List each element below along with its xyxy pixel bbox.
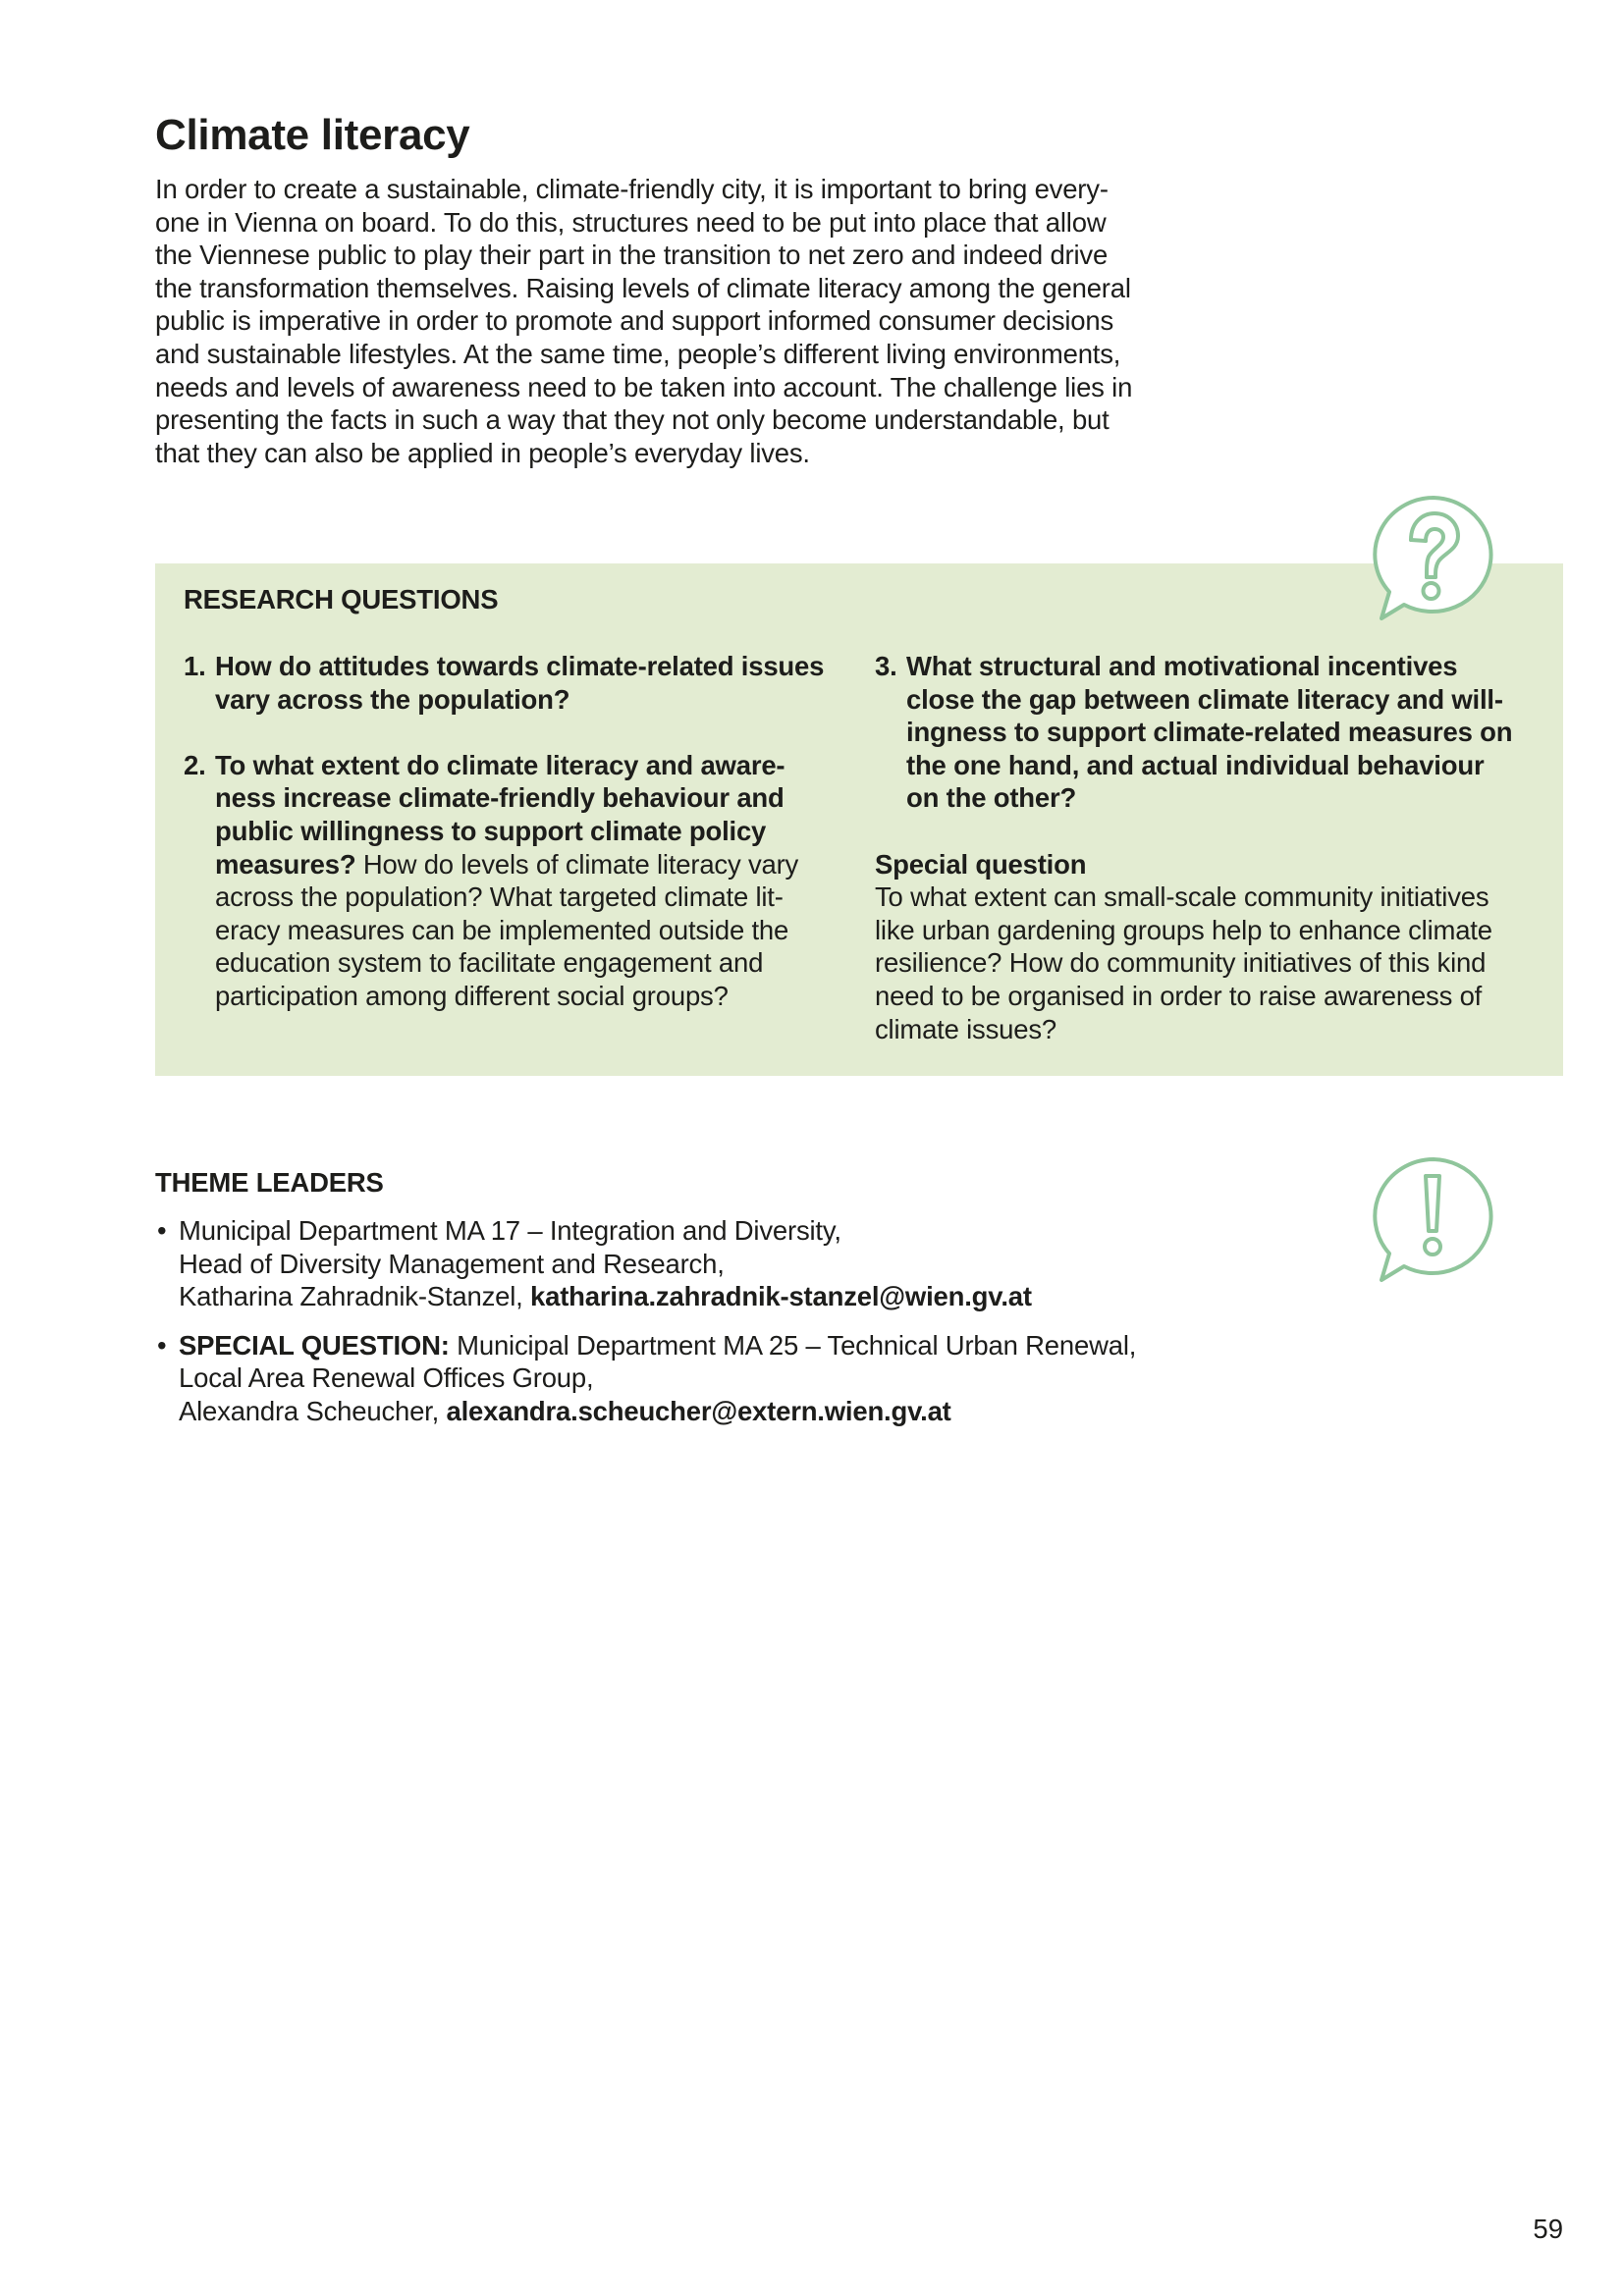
question-text: public willingness to support climate policy bbox=[215, 815, 767, 846]
question-text: the one hand, and actual individual behaviour bbox=[906, 749, 1485, 780]
leader-department-text: Municipal Department MA 25 – Technical Urban Renewal, bbox=[449, 1329, 1137, 1361]
intro-line: the transformation themselves. Raising levels of climate literacy among the general bbox=[155, 272, 1131, 303]
theme-leaders-list bbox=[155, 1214, 1294, 1444]
question-number: 2. bbox=[184, 749, 206, 780]
bullet: • bbox=[157, 1329, 167, 1361]
intro-line: and sustainable lifestyles. At the same time, people’s different living environments, bbox=[155, 338, 1121, 369]
question-detail: education system to facilitate engagement and bbox=[215, 947, 764, 979]
theme-leader-item bbox=[155, 1329, 1294, 1428]
leader-role: Local Area Renewal Offices Group, bbox=[179, 1362, 594, 1394]
leader-contact bbox=[179, 1280, 1294, 1313]
leader-role: Head of Diversity Management and Research, bbox=[179, 1248, 725, 1279]
intro-line: needs and levels of awareness need to be taken into account. The challenge lies in bbox=[155, 371, 1133, 402]
intro-line: the Viennese public to play their part in the transition to net zero and indeed drive bbox=[155, 240, 1109, 271]
research-questions-right-column bbox=[875, 650, 1543, 1045]
intro-line: one in Vienna on board. To do this, structures need to be put into place that allow bbox=[155, 206, 1107, 238]
bullet: • bbox=[157, 1215, 167, 1246]
special-question-line: need to be organised in order to raise awareness of bbox=[875, 980, 1483, 1011]
question-number: 1. bbox=[184, 651, 206, 681]
special-question-line: like urban gardening groups help to enhance climate bbox=[875, 914, 1492, 945]
leader-name: Katharina Zahradnik-Stanzel, bbox=[179, 1281, 531, 1312]
research-questions-left-column bbox=[184, 650, 851, 1045]
intro-line: that they can also be applied in people’s everyday lives. bbox=[155, 437, 810, 468]
leader-email-link[interactable]: alexandra.scheucher@extern.wien.gv.at bbox=[446, 1395, 951, 1426]
question-text: on the other? bbox=[906, 782, 1077, 814]
question-bubble-icon bbox=[1365, 493, 1502, 640]
question-text: How do attitudes towards climate-related issues bbox=[215, 651, 825, 681]
question-text: close the gap between climate literacy and will- bbox=[906, 683, 1503, 715]
question-text: vary across the population? bbox=[215, 683, 570, 715]
research-question-3 bbox=[875, 650, 1543, 815]
special-question-text bbox=[875, 881, 1543, 1045]
intro-line: presenting the facts in such a way that they not only become understandable, but bbox=[155, 404, 1110, 436]
leader-department: Municipal Department MA 17 – Integration and Diversity, bbox=[179, 1215, 841, 1246]
leader-contact bbox=[179, 1395, 1294, 1428]
question-detail: How do levels of climate literacy vary bbox=[355, 848, 799, 880]
page-title: Climate literacy bbox=[155, 111, 470, 159]
special-question-label: Special question bbox=[875, 848, 1087, 880]
leader-email-link[interactable]: katharina.zahradnik-stanzel@wien.gv.at bbox=[530, 1281, 1032, 1312]
question-text: ingness to support climate-related measures on bbox=[906, 717, 1513, 748]
leader-name: Alexandra Scheucher, bbox=[179, 1395, 447, 1426]
research-question-2 bbox=[184, 749, 851, 1013]
research-questions-box bbox=[155, 563, 1563, 1076]
theme-leader-item bbox=[155, 1214, 1294, 1313]
leader-department bbox=[179, 1329, 1294, 1362]
question-text: ness increase climate-friendly behaviour and bbox=[215, 782, 785, 814]
intro-paragraph bbox=[155, 173, 1206, 469]
intro-line: In order to create a sustainable, climate-friendly city, it is important to bring every- bbox=[155, 174, 1109, 204]
special-question-line: resilience? How do community initiatives of this kind bbox=[875, 947, 1487, 979]
question-detail: across the population? What targeted climate lit- bbox=[215, 881, 784, 913]
question-text: measures? bbox=[215, 848, 356, 880]
question-detail: participation among different social groups? bbox=[215, 980, 729, 1011]
special-question-prefix: SPECIAL QUESTION: bbox=[179, 1329, 450, 1361]
question-detail: eracy measures can be implemented outside the bbox=[215, 914, 789, 945]
special-question-line: To what extent can small-scale community initiatives bbox=[875, 881, 1489, 913]
question-text: To what extent do climate literacy and aware- bbox=[215, 749, 785, 780]
exclamation-bubble-icon bbox=[1365, 1154, 1502, 1302]
question-number: 3. bbox=[875, 651, 897, 681]
research-question-1 bbox=[184, 650, 851, 716]
intro-line: public is imperative in order to promote and support informed consumer decisions bbox=[155, 305, 1114, 337]
theme-leaders-heading: THEME LEADERS bbox=[155, 1167, 384, 1198]
special-question bbox=[875, 848, 1543, 1046]
research-questions-heading: RESEARCH QUESTIONS bbox=[184, 584, 499, 614]
question-text: What structural and motivational incentives bbox=[906, 651, 1458, 681]
page-number: 59 bbox=[1533, 2214, 1563, 2244]
special-question-line: climate issues? bbox=[875, 1013, 1056, 1044]
